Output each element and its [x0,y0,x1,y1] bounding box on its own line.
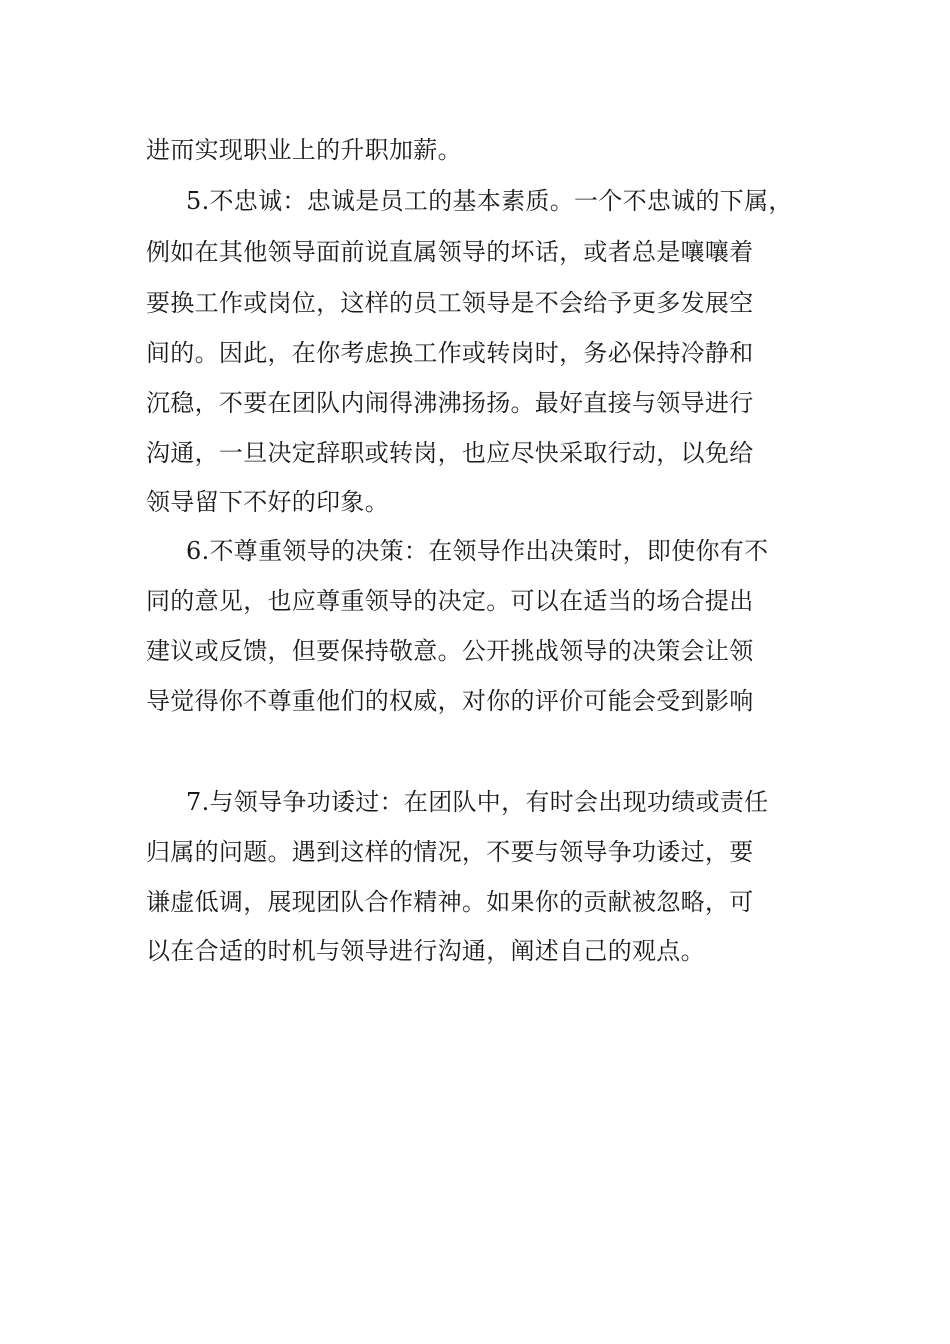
text-line: 建议或反馈，但要保持敬意。公开挑战领导的决策会让领 [146,637,754,665]
text-line: 谦虚低调，展现团队合作精神。如果你的贡献被忽略，可 [146,888,754,916]
paragraph-6-first-line: 6.不尊重领导的决策：在领导作出决策时，即使你有不 [186,537,769,565]
paragraph-5-first-line: 5.不忠诚：忠诚是员工的基本素质。一个不忠诚的下属， [186,187,793,215]
text-line: 归属的问题。遇到这样的情况，不要与领导争功诿过，要 [146,838,754,866]
paragraph-7-first-line: 7.与领导争功诿过：在团队中，有时会出现功绩或责任 [186,788,769,816]
text-line: 例如在其他领导面前说直属领导的坏话，或者总是嚷嚷着 [146,238,754,266]
text-line: 同的意见，也应尊重领导的决定。可以在适当的场合提出 [146,587,754,615]
text-line: 沉稳，不要在团队内闹得沸沸扬扬。最好直接与领导进行 [146,389,754,417]
text-line: 沟通，一旦决定辞职或转岗，也应尽快采取行动，以免给 [146,439,754,467]
text-line: 进而实现职业上的升职加薪。 [146,136,462,164]
text-line: 要换工作或岗位，这样的员工领导是不会给予更多发展空 [146,289,754,317]
text-line: 导觉得你不尊重他们的权威，对你的评价可能会受到影响 [146,687,754,715]
text-line: 领导留下不好的印象。 [146,488,389,516]
text-line: 以在合适的时机与领导进行沟通，阐述自己的观点。 [146,937,705,965]
text-line: 间的。因此，在你考虑换工作或转岗时，务必保持冷静和 [146,339,754,367]
